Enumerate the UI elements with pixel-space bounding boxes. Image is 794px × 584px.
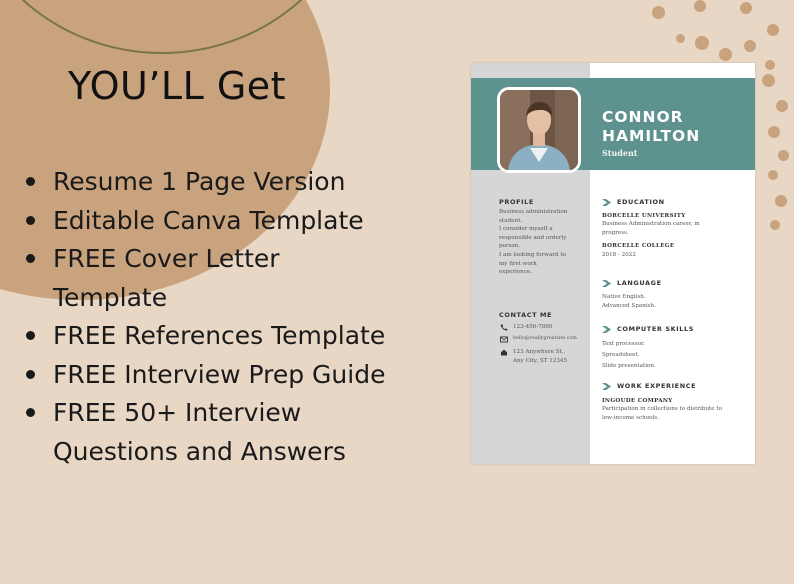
bullet-icon <box>26 254 35 263</box>
list-item <box>24 163 434 202</box>
location-icon <box>500 349 508 356</box>
college-years: 2018 - 2022 <box>602 252 636 258</box>
feature-text: Template <box>53 282 168 312</box>
skills-heading: COMPUTER SKILLS <box>617 325 695 333</box>
work-heading: WORK EXPERIENCE <box>617 382 697 390</box>
contact-address: 123 Anywhere St., Any City, ST 12345 <box>513 349 568 364</box>
contact-heading: CONTACT ME <box>499 311 553 319</box>
skills-text: Text processor. Spreadsheet. Slide presentation. <box>602 341 656 369</box>
profile-text: Business administration student. I consider myself a responsible and orderly person. I am looking forward to my first work experience. <box>499 209 568 276</box>
list-item <box>24 202 434 241</box>
feature-text: FREE References Template <box>53 321 386 350</box>
feature-text: Resume 1 Page Version <box>53 167 346 196</box>
chevron-right-icon <box>602 383 611 390</box>
resume-name-first: CONNOR <box>602 108 684 126</box>
language-text: Native English. Advanced Spanish. <box>602 294 656 309</box>
company-name: INGOUDE COMPANY <box>602 398 673 404</box>
education-heading: EDUCATION <box>617 198 665 206</box>
bullet-icon <box>26 370 35 379</box>
feature-text: FREE Cover Letter <box>53 244 280 273</box>
feature-text: Editable Canva Template <box>53 205 364 235</box>
contact-email: hello@reallygreatsite.com <box>513 336 577 341</box>
school-name: BORCELLE UNIVERSITY <box>602 213 686 219</box>
list-item <box>24 394 434 471</box>
chevron-right-icon <box>602 199 611 206</box>
resume-role: Student <box>602 148 638 158</box>
email-icon <box>500 336 508 343</box>
college-name: BORCELLE COLLEGE <box>602 243 675 249</box>
bullet-icon <box>26 177 35 186</box>
chevron-right-icon <box>602 280 611 287</box>
list-item <box>24 317 434 356</box>
bullet-icon <box>26 216 35 225</box>
chevron-right-icon <box>602 326 611 333</box>
language-heading: LANGUAGE <box>617 279 662 287</box>
profile-photo <box>497 87 581 173</box>
resume-preview <box>471 63 755 464</box>
bullet-icon <box>26 331 35 340</box>
profile-heading: PROFILE <box>499 198 534 206</box>
resume-name <box>602 108 700 146</box>
feature-text: FREE Interview Prep Guide <box>53 359 386 389</box>
feature-text: FREE 50+ Interview <box>53 398 302 427</box>
feature-list <box>24 163 434 471</box>
contact-phone: 123-456-7890 <box>513 324 553 330</box>
work-description: Participation in collections to distribute to low-income schools. <box>602 406 723 421</box>
page-title: YOU’LL Get <box>68 64 287 108</box>
school-description: Business Administration career, in progress. <box>602 221 700 236</box>
phone-icon <box>500 324 508 331</box>
bullet-icon <box>26 408 35 417</box>
feature-text: Questions and Answers <box>53 436 346 466</box>
resume-name-last: HAMILTON <box>602 127 701 145</box>
list-item <box>24 356 434 395</box>
list-item <box>24 240 434 317</box>
